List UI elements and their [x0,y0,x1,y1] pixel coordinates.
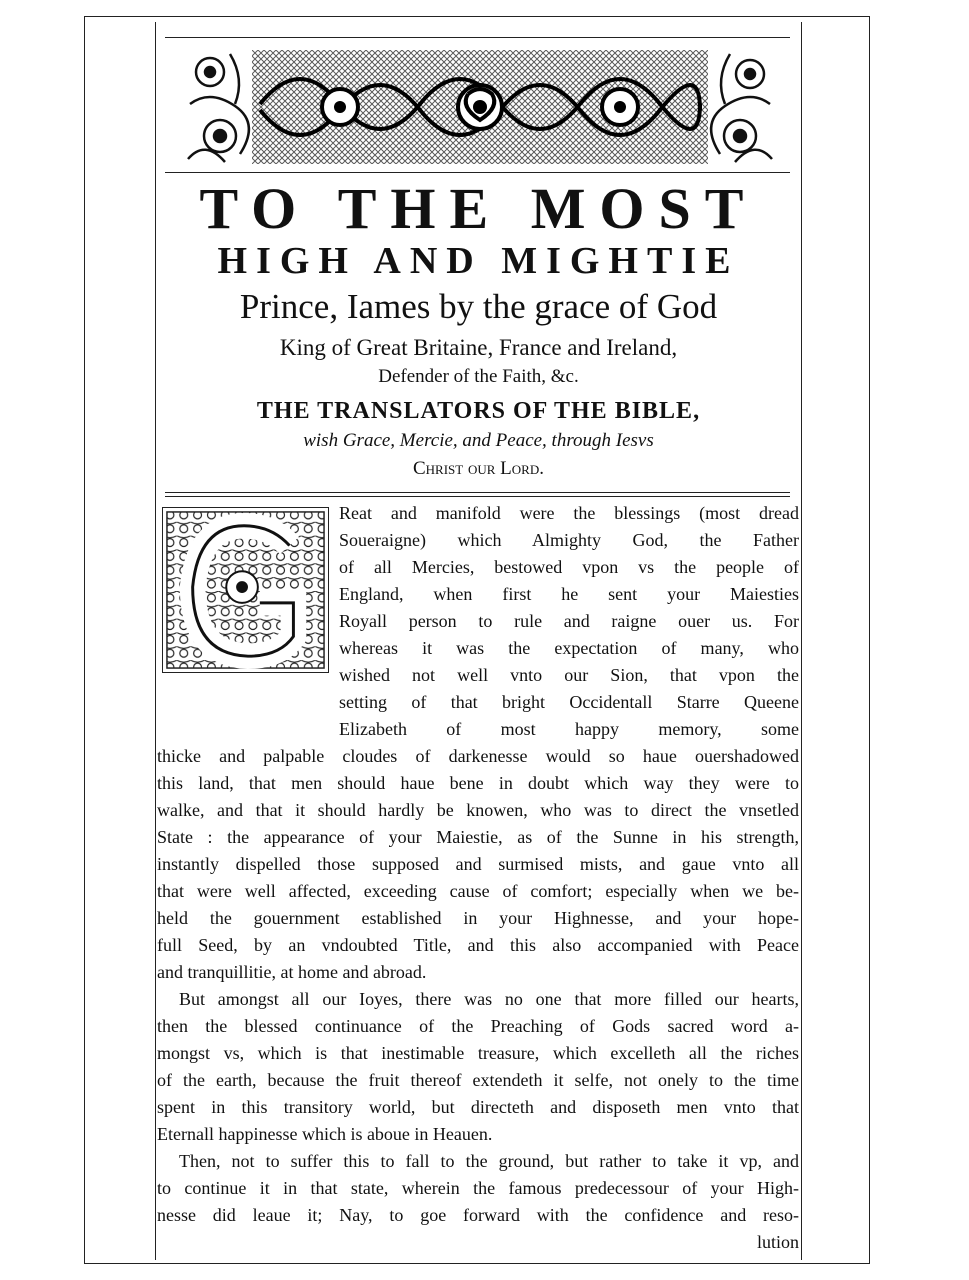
body-line: Eternall happinesse which is aboue in Heauen. [157,1124,493,1144]
body-line: wished not well vnto our Sion, that vpon the [339,665,799,685]
headpiece-bottom-rule [165,172,790,173]
title-line-5: Defender of the Faith, &c. [378,366,579,387]
body-line: thicke and palpable cloudes of darkenesse would so haue ouershadowed [157,746,799,766]
body-line: Soueraigne) which Almighty God, the Father [339,530,799,550]
title-line-2: HIGH AND MIGHTIE [217,240,740,282]
body-line: of all Mercies, bestowed vpon vs the people of [339,557,799,577]
title-line-3: Prince, Iames by the grace of God [239,287,718,326]
top-rule [165,37,790,38]
body-line: State : the appearance of your Maiestie, as of the Sunne in his strength, [157,827,799,847]
body-line: mongst vs, which is that inestimable treasure, which excelleth all the riches [157,1043,799,1063]
body-line: and tranquillitie, at home and abroad. [157,962,427,982]
ornamental-headpiece [180,44,780,170]
body-line: setting of that bright Occidentall Starre Queene [339,692,799,712]
body-line: of the earth, because the fruit thereof extendeth it selfe, not onely to the time [157,1070,799,1090]
body-line: this land, that men should haue bene in doubt which way they were to [157,773,799,793]
body-line: nesse did leaue it; Nay, to goe forward with the confidence and reso- [157,1205,799,1225]
body-line: spent in this transitory world, but directeth and disposeth men vnto that [157,1097,799,1117]
body-line: Royall person to rule and raigne ouer us. For [339,611,799,631]
body-line: held the gouernment established in your Highnesse, and your hope- [157,908,799,928]
body-line: to continue it in that state, wherein the famous predecessour of your High- [157,1178,799,1198]
title-line-8: Christ our Lord. [413,458,544,479]
title-line-4: King of Great Britaine, France and Ireland, [279,335,678,360]
decorated-initial-g [162,507,329,673]
body-line: instantly dispelled those supposed and surmised mists, and gaue vnto all [157,854,799,874]
title-line-6: THE TRANSLATORS OF THE BIBLE, [256,398,701,424]
body-line: then the blessed continuance of the Preaching of Gods sacred word a- [157,1016,799,1036]
title-bottom-rule [165,492,790,497]
body-line: full Seed, by an vndoubted Title, and this also accompanied with Peace [157,935,799,955]
body-line: lution [756,1232,799,1252]
body-line: Reat and manifold were the blessings (most dread [339,503,799,523]
body-line: walke, and that it should hardly be knowen, who was to direct the vnsetled [157,800,799,820]
body-line: Then, not to suffer this to fall to the ground, but rather to take it vp, and [179,1151,799,1171]
body-line: England, when first he sent your Maiesties [339,584,799,604]
body-line: whereas it was the expectation of many, who [339,638,799,658]
title-line-1: TO THE MOST [199,176,758,241]
body-line: Elizabeth of most happy memory, some [339,719,799,739]
body-line: that were well affected, exceeding cause of comfort; especially when we be- [157,881,799,901]
body-line: But amongst all our Ioyes, there was no one that more filled our hearts, [179,989,799,1009]
title-line-7: wish Grace, Mercie, and Peace, through Iesvs [303,430,654,451]
